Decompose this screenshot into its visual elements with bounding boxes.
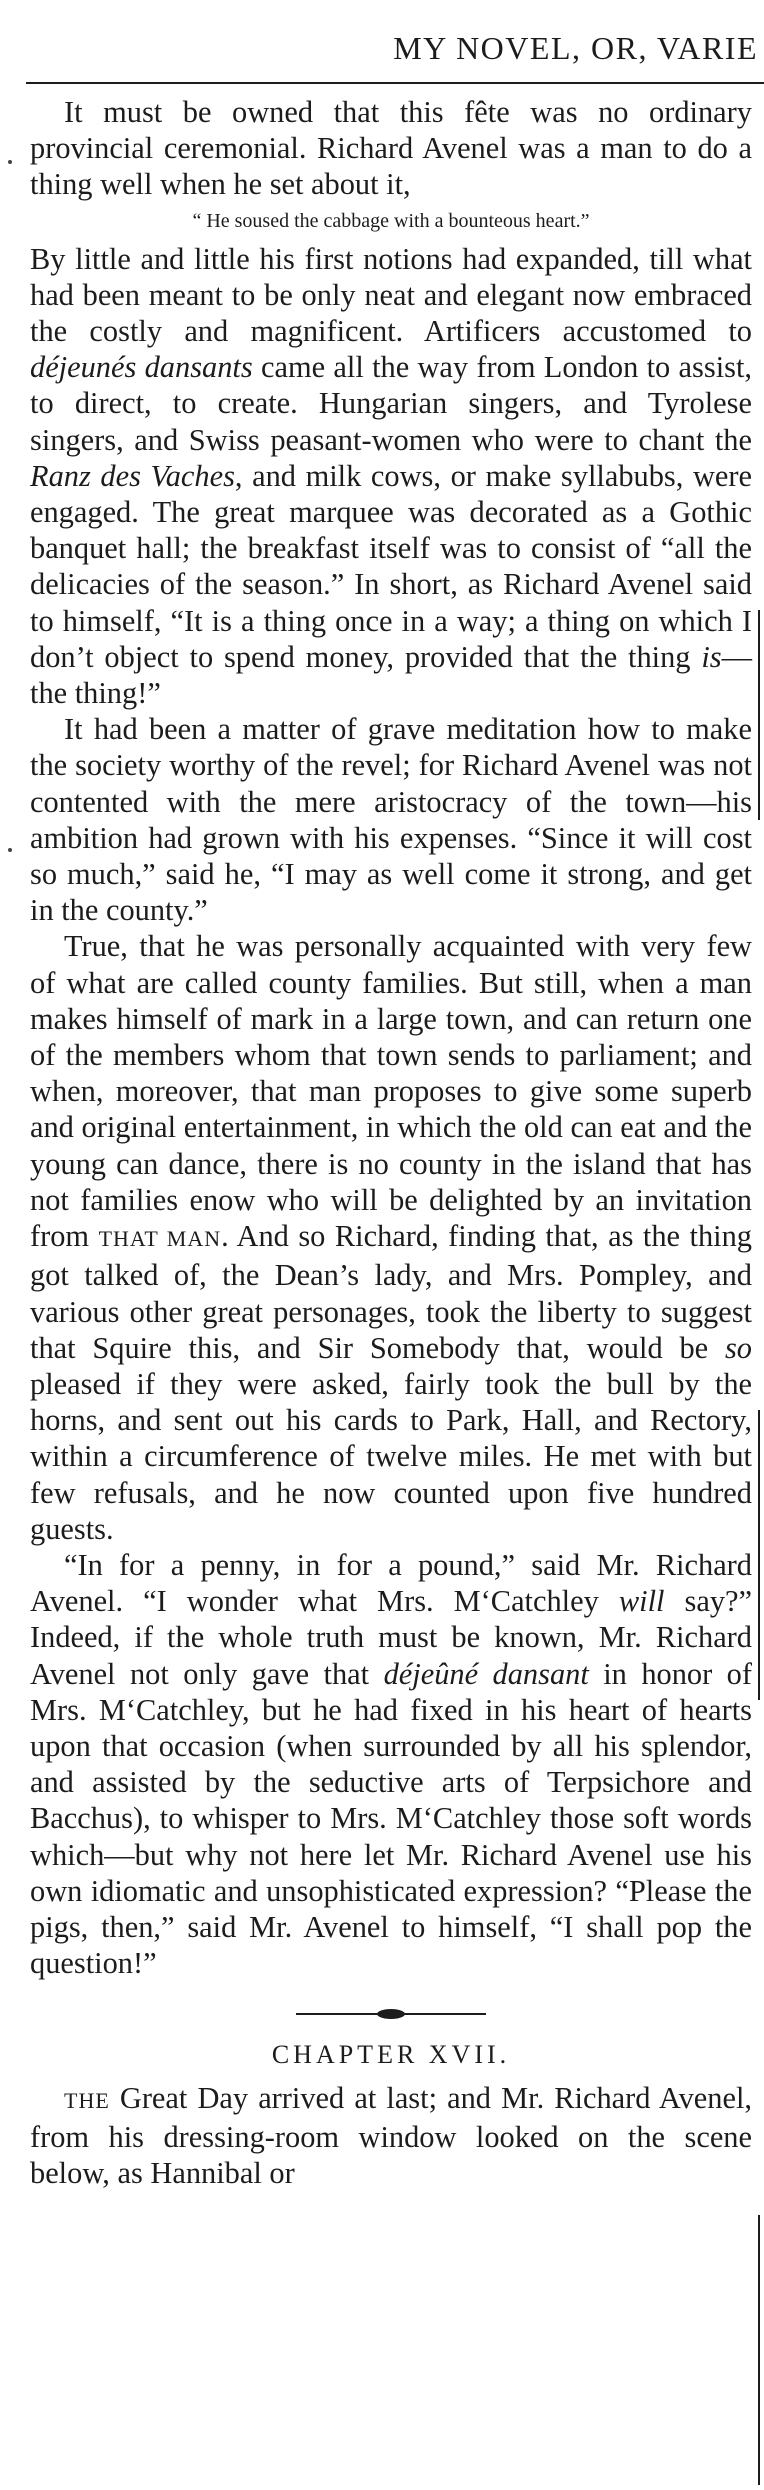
text-column	[30, 94, 752, 2191]
header-rule	[26, 82, 764, 84]
text-run: in honor of Mrs. M‘Catchley, but he had fixed in his heart of hearts upon that occasion (when surrounded by all his splendor, and assisted by the seductive arts of Terpsichore and Bacchus), to whisper to Mrs. M‘Catchley those soft words which—but why not here let Mr. Richard Avenel use his own idiomatic and unsophisticated expression? “Please the pigs, then,” said Mr. Avenel to himself, “I shall pop the question!”	[30, 1656, 752, 1981]
italic-text: déjeunés dansants	[30, 350, 253, 385]
text-run: . And so Richard, finding that, as the thing got talked of, the Dean’s lady, and Mrs. Pompley, and various other great personages, took the liberty to suggest that Squire this, and Sir Somebody that, would be	[30, 1219, 752, 1365]
text-run: —the thing!”	[30, 639, 752, 711]
italic-text: déjeûné dansant	[383, 1656, 589, 1691]
italic-text: so	[724, 1330, 752, 1365]
paragraph: It must be owned that this fête was no ordinary provincial ceremonial. Richard Avenel was a man to do a thing well when he set about it,	[30, 95, 752, 202]
small-caps-text: THE	[64, 2087, 110, 2113]
text-run: came all the way from London to assist, to direct, to create. Hungarian singers, and Tyrolese singers, and Swiss peasant-women who were to chant the	[30, 350, 753, 457]
paragraph	[30, 241, 752, 712]
small-caps-text: THAT MAN	[98, 1226, 222, 1252]
text-run: Great Day arrived at last; and Mr. Richard Avenel, from his dressing-room window looked on the scene below, as Hannibal or	[30, 2080, 752, 2190]
text-run: say?” Indeed, if the whole truth must be known, Mr. Richard Avenel not only gave that	[30, 1584, 752, 1691]
paragraph: It had been a matter of grave meditation how to make the society worthy of the revel; for Richard Avenel was not contented with the mere aristocracy of the town—his ambition had grown with his expenses. “Since it will cost so much,” said he, “I may as well come it strong, and get in the county.”	[30, 712, 752, 928]
margin-rule	[758, 1410, 760, 1700]
paragraph	[30, 1547, 752, 1981]
margin-dot	[8, 848, 12, 852]
margin-dot	[8, 160, 12, 164]
italic-text: Ranz des Vaches	[30, 458, 235, 493]
margin-rule	[758, 2215, 760, 2485]
text-run: By little and little his first notions had expanded, till what had been meant to be only neat and elegant now embraced the costly and magnificent. Artificers accustomed to	[30, 241, 752, 349]
text-run: , and milk cows, or make syllabubs, were engaged. The great marquee was decorated as a Gothic banquet hall; the breakfast itself was to consist of “all the delicacies of the season.” In short, as Richard Avenel said to himself, “It is a thing once in a way; a thing on which I don’t object to spend money, provided that the thing	[30, 458, 752, 674]
paragraph	[30, 928, 752, 1546]
illustration-caption: “ He soused the cabbage with a bounteous heart.”	[192, 209, 590, 232]
running-head: MY NOVEL, OR, VARIE	[393, 30, 758, 66]
margin-rule	[758, 610, 760, 820]
text-run: “In for a penny, in for a pound,” said Mr. Richard Avenel. “I wonder what Mrs. M‘Catchley	[30, 1547, 752, 1619]
italic-text: will	[618, 1584, 665, 1619]
text-run: True, that he was personally acquainted with very few of what are called county families. But still, when a man makes himself of mark in a large town, and can return one of the members whom that town sends to parliament; and when, moreover, that man proposes to give some superb and original entertainment, in which the old can eat and the young can dance, there is no county in the island that has not families enow who will be delighted by an invitation from	[30, 929, 752, 1254]
italic-text: is	[701, 639, 722, 674]
chapter-heading: CHAPTER XVII.	[271, 2040, 511, 2070]
paragraph	[30, 2080, 752, 2192]
text-run: pleased if they were asked, fairly took the bull by the horns, and sent out his cards to Park, Hall, and Rectory, within a circumference of twelve miles. He met with but few refusals, and he now counted upon five hundred guests.	[30, 1366, 752, 1546]
section-ornament	[296, 2007, 486, 2021]
